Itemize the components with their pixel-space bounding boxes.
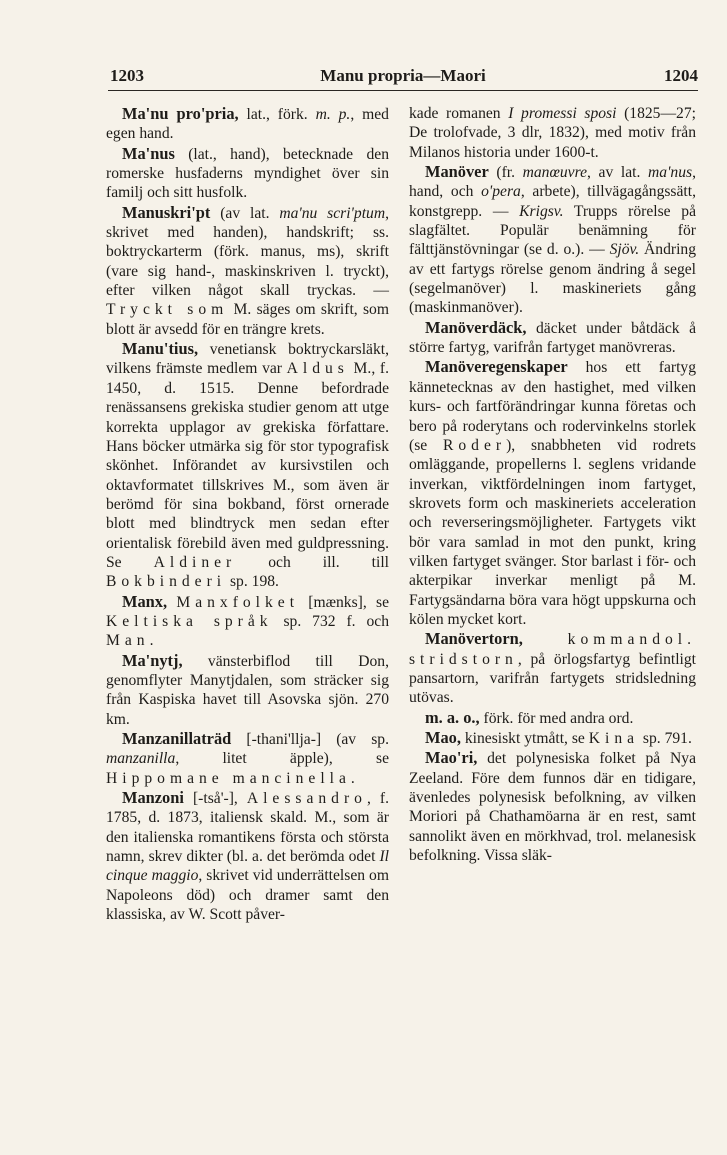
- entry-text: , skrivet vid underrättelsen om Napoleons död) och dramer samt den klassiska, av W. Scott påver-: [106, 867, 389, 924]
- entry-text: förk. för med andra ord.: [479, 709, 634, 727]
- headword: Manuskri'pt: [122, 202, 211, 222]
- entry-text: .: [350, 769, 355, 787]
- headword: Ma'nus: [122, 143, 175, 163]
- running-title: Manu propria—Maori: [320, 66, 486, 85]
- entry-text: lat., förk.: [238, 106, 316, 123]
- entry-mao-abbreviation: [409, 708, 696, 728]
- entry-manx: [106, 592, 389, 651]
- entry-manus: [106, 144, 389, 203]
- entry-manutius: [106, 339, 389, 591]
- headword: Mao'ri,: [425, 748, 478, 768]
- spaced-text: Aldus: [286, 360, 349, 378]
- entry-text: sp. 198.: [226, 573, 279, 591]
- entry-text: sp. 732 f. och: [272, 612, 390, 630]
- entry-manu-propria: [106, 104, 389, 144]
- italic-text: o'pera: [481, 183, 521, 201]
- spaced-text: Alessandro: [246, 790, 367, 808]
- spaced-text: kommandol. stridstorn: [409, 631, 696, 668]
- italic-text: Il cinque maggio: [106, 848, 389, 885]
- entry-text: .: [149, 632, 154, 650]
- entry-text: [-thani'llja-] (av sp.: [231, 731, 389, 748]
- spaced-text: Roder: [443, 436, 507, 454]
- entry-text: kinesiskt ytmått, se: [460, 730, 589, 747]
- entry-text: M., f. 1450, d. 1515. Denne befordrade renässansens grekiska studier genom att utge korrekta upplagor av grekiska författare. Hans böcker utmärka sig för stor typografisk skönhet. Införandet av kursivstilen och oktavformatet tillskrives M., som även är berömd för sina bokband, först ornerade blott med blindtryck men sedan efter orientalisk förebild även med guldpressning. Se: [106, 360, 389, 571]
- headword: Manöverdäck,: [425, 317, 527, 337]
- left-column: [106, 104, 389, 924]
- page-number-left: 1203: [110, 66, 144, 85]
- entry-text: [167, 594, 176, 611]
- entry-text: , skrivet med handen), handskrift; ss. boktryckarterm (förk. manus, ms), skrift (vare sig hand-, maskinskriven l. tryckt), efter vilken något skall tryckas. —: [106, 204, 389, 300]
- entry-text: ), snabbheten vid rodrets omläggande, propellerns l. seglens vridande inverkan, viktfördelningen inom fartyget, skrovets form och maskineriets acceleration och reverseringsmöjligheter. Fartygets vikt bör vara samlad in mot den punkt, kring vilken fartyget svänger. Stor barlast i för- och akterpikar inverkar menligt på M. Fartygsändarna böra vara högt uppskurna och kölen mycket kort.: [409, 436, 696, 628]
- entry-manover: [409, 162, 696, 318]
- entry-manzoni-continued: [409, 104, 696, 162]
- spaced-text: Aldiner: [153, 553, 237, 571]
- spaced-text: Man: [106, 632, 150, 650]
- headword: Manu'tius,: [122, 339, 199, 359]
- entry-manytj: [106, 651, 389, 729]
- entry-text: Trupps rörelse på slagfältet. Populär benämning för fälttjänstövningar (se d. o.). —: [409, 202, 696, 259]
- entry-text: och ill. till: [236, 553, 390, 571]
- italic-text: ma'nu scri'ptum: [279, 204, 386, 222]
- spaced-text: Keltiska språk: [106, 612, 273, 630]
- entry-text: [mænks], se: [299, 593, 390, 611]
- entry-text: , hand, och: [409, 164, 696, 201]
- headword: Ma'nytj,: [122, 650, 183, 670]
- entry-text: [-tså'-],: [183, 790, 247, 808]
- entry-manovertorn: [409, 629, 696, 707]
- entry-text: [523, 631, 568, 648]
- headword: m. a. o.,: [425, 707, 480, 727]
- header-rule: [108, 90, 698, 91]
- headword: Ma'nu pro'pria,: [122, 104, 239, 123]
- headword: Manöveregenskaper: [425, 357, 568, 377]
- entry-text: (lat., hand), betecknade den romerske husfaderns myndighet över sin familj och sitt husfolk.: [106, 145, 389, 202]
- entry-text: , f. 1785, d. 1873, italiensk skald. M., som är den italienska romantikens första och största namn, skrev dikter (bl. a. det berömda odet: [106, 790, 389, 866]
- entry-text: (1825—27; De trolofvade, 3 dlr, 1832), med motiv från Milanos historia under 1600-t.: [409, 105, 696, 161]
- entry-text: Ändring av ett fartygs rörelse genom ändring å segel (segelmanöver) l. maskineriets gång (maskinmanöver).: [409, 241, 696, 317]
- entry-mao: [409, 728, 696, 748]
- entry-text: kade romanen: [409, 105, 509, 122]
- spaced-text: Bokbinderi: [106, 573, 227, 591]
- italic-text: manzanilla: [106, 750, 176, 768]
- entry-text: , litet äpple), se: [175, 750, 389, 768]
- entry-text: (av lat.: [210, 204, 280, 222]
- entry-text: , med egen hand.: [106, 106, 389, 143]
- entry-text: vänsterbiflod till Don, genomflyter Manytjdalen, som sträcker sig från Kaspiska havet till Asovska sjön. 270 km.: [106, 652, 389, 728]
- headword: Manöver: [425, 162, 489, 182]
- entry-manuskript: [106, 203, 389, 339]
- entry-text: , på örlogsfartyg befintligt pansartorn, varifrån fartygets stridsledning utövas.: [409, 650, 696, 707]
- headword: Manzoni: [122, 788, 184, 808]
- entry-text: sp. 791.: [639, 730, 692, 747]
- entry-text: , arbete), tillvägagångssätt, konstgrepp. —: [409, 183, 696, 220]
- entry-text: venetiansk boktryckarsläkt, vilkens främste medlem var: [106, 341, 389, 378]
- headword: Manövertorn,: [425, 629, 523, 649]
- entry-text: M. säges om skrift, som blott är avsedd för en trängre krets.: [106, 301, 389, 338]
- entry-maori: [409, 748, 696, 865]
- entry-manoverdack: [409, 318, 696, 358]
- page-header: [108, 62, 698, 92]
- spaced-text: Kina: [588, 730, 640, 747]
- entry-manzoni: [106, 788, 389, 924]
- spaced-text: Tryckt som: [106, 301, 229, 319]
- headword: Manzanillaträd: [122, 729, 232, 748]
- italic-text: manœuvre: [522, 164, 588, 182]
- italic-text: ma'nus: [648, 164, 693, 182]
- italic-text: Sjöv.: [609, 241, 640, 259]
- page-number-right: 1204: [664, 66, 698, 85]
- entry-text: , av lat.: [587, 164, 649, 182]
- entry-manzanillatrad: [106, 729, 389, 788]
- spaced-text: Hippomane mancinella: [106, 769, 351, 787]
- italic-text: I promessi sposi: [508, 105, 617, 122]
- spaced-text: Manxfolket: [176, 593, 300, 611]
- right-column: [409, 104, 696, 865]
- headword: Manx,: [122, 591, 168, 611]
- headword: Mao,: [425, 728, 461, 747]
- entry-text: det polynesiska folket på Nya Zeeland. Före dem funnos där en tidigare, ävenledes polynesisk befolkning, av vilken Moriori på Chathamöarna är en rest, samt sannolikt även en mörkhvad, trol. melanesisk befolkning. Vissa släk-: [409, 750, 696, 865]
- entry-text: däcket under båtdäck å större fartyg, varifrån fartyget manövreras.: [409, 319, 696, 357]
- italic-text: Krigsv.: [519, 202, 564, 220]
- entry-text: (fr.: [488, 164, 523, 182]
- italic-text: m. p.: [315, 106, 351, 123]
- entry-manoveregenskaper: [409, 357, 696, 629]
- entry-text: hos ett fartyg kännetecknas av den hastighet, med vilken kurs- och fartförändringar kunna företas och bero på roderytans och rodervinkelns storlek (se: [409, 359, 696, 454]
